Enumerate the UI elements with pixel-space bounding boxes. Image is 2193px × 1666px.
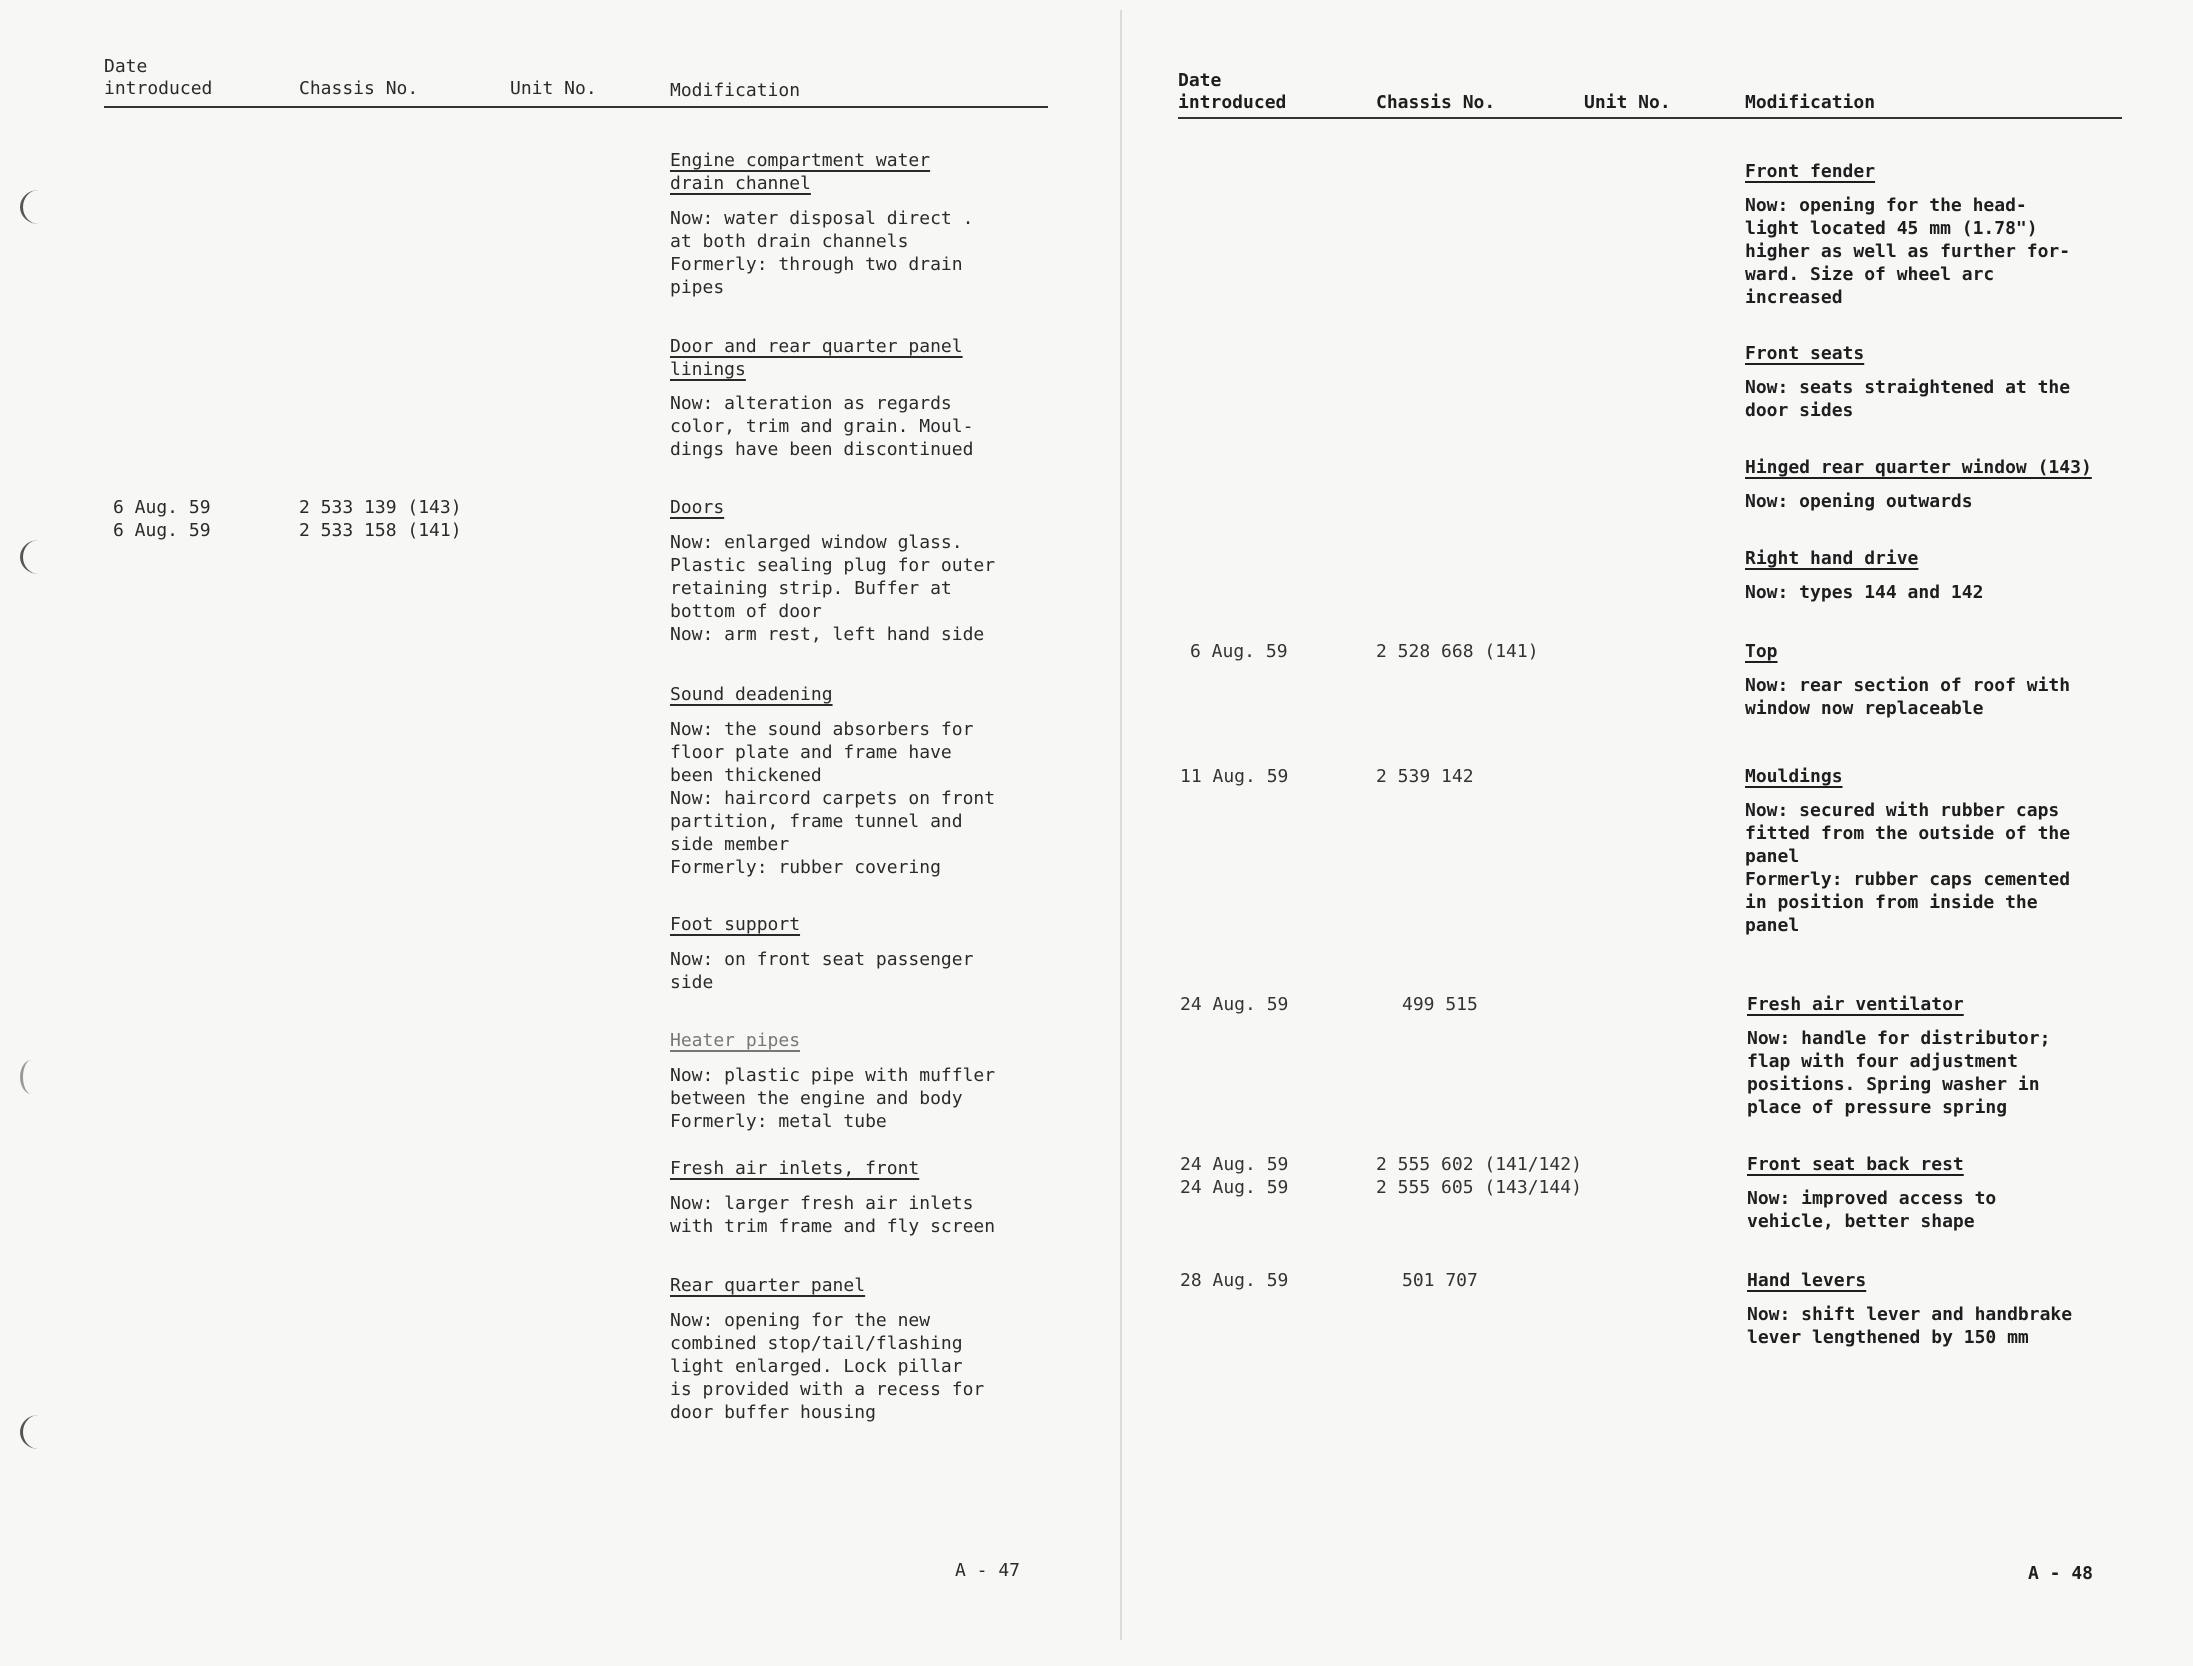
modification-text: Now: improved access to vehicle, better shape — [1747, 1188, 1997, 1232]
chassis-cell: 2 528 668 (141) — [1376, 641, 1539, 662]
date-cell: 11 Aug. 59 — [1180, 766, 1289, 787]
date-cell: 24 Aug. 59 24 Aug. 59 — [1180, 1154, 1289, 1198]
modification-text: Now: on front seat passenger side — [670, 949, 974, 993]
column-header-chassis: Chassis No. — [1376, 92, 1496, 113]
modification-text: Now: secured with rubber caps fitted from the outside of the panel Formerly: rubber caps cemented in position from inside the panel — [1745, 800, 2071, 936]
modification-title: Sound deadening — [670, 684, 833, 705]
modification-text: Now: rear section of roof with window now replaceable — [1745, 675, 2071, 719]
header-rule — [104, 106, 1048, 108]
column-header-date: Date introduced — [1178, 70, 1287, 113]
modification-text: Now: water disposal direct . at both drain channels Formerly: through two drain pipes — [670, 208, 974, 298]
modification-title: Top — [1745, 641, 1778, 662]
modification-text: Now: larger fresh air inlets with trim frame and fly screen — [670, 1193, 996, 1237]
modification-title: Mouldings — [1745, 766, 1843, 787]
modification-text: Now: opening for the head- light located 45 mm (1.78") higher as well as further for- ward. Size of wheel arc increased — [1745, 195, 2071, 308]
modification-title: Heater pipes — [670, 1030, 801, 1051]
header-rule — [1178, 117, 2122, 119]
modification-text: Now: alteration as regards color, trim and grain. Moul- dings have been discontinued — [670, 393, 974, 460]
modification-title: Engine compartment water drain channel — [670, 150, 931, 194]
modification-title: Door and rear quarter panel linings — [670, 336, 963, 380]
modification-text: Now: seats straightened at the door sides — [1745, 377, 2071, 421]
modification-title: Front seat back rest — [1747, 1154, 1964, 1175]
column-header-modification: Modification — [670, 80, 801, 101]
chassis-cell: 499 515 — [1402, 994, 1478, 1015]
modification-title: Fresh air inlets, front — [670, 1158, 920, 1179]
column-header-date: Date introduced — [104, 56, 213, 99]
column-header-unit: Unit No. — [1584, 92, 1671, 113]
punch-hole — [20, 540, 57, 574]
chassis-cell: 2 539 142 — [1376, 766, 1474, 787]
date-cell: 6 Aug. 59 6 Aug. 59 — [113, 497, 211, 541]
punch-hole — [20, 1060, 43, 1094]
modification-title: Foot support — [670, 914, 801, 935]
modification-title: Fresh air ventilator — [1747, 994, 1964, 1015]
chassis-cell: 501 707 — [1402, 1270, 1478, 1291]
modification-text: Now: opening outwards — [1745, 491, 1973, 512]
column-header-modification: Modification — [1745, 92, 1876, 113]
column-header-chassis: Chassis No. — [299, 78, 419, 99]
punch-hole — [20, 190, 57, 224]
modification-title: Hinged rear quarter window (143) — [1745, 457, 2092, 478]
modification-title: Rear quarter panel — [670, 1275, 866, 1296]
date-cell: 6 Aug. 59 — [1190, 641, 1288, 662]
date-cell: 28 Aug. 59 — [1180, 1270, 1289, 1291]
modification-title: Doors — [670, 497, 725, 518]
date-cell: 24 Aug. 59 — [1180, 994, 1289, 1015]
punch-hole — [20, 1415, 57, 1449]
modification-title: Front fender — [1745, 161, 1876, 182]
modification-text: Now: types 144 and 142 — [1745, 582, 1984, 603]
modification-text: Now: the sound absorbers for floor plate and frame have been thickened Now: haircord carpets on front partition, frame tunnel and side member Formerly: rubber covering — [670, 719, 996, 878]
modification-title: Right hand drive — [1745, 548, 1919, 569]
modification-text: Now: opening for the new combined stop/tail/flashing light enlarged. Lock pillar is provided with a recess for door buffer housing — [670, 1310, 985, 1423]
page-number: A - 48 — [2028, 1563, 2094, 1584]
modification-text: Now: shift lever and handbrake lever lengthened by 150 mm — [1747, 1304, 2073, 1348]
modification-title: Front seats — [1745, 343, 1865, 364]
modification-text: Now: plastic pipe with muffler between the engine and body Formerly: metal tube — [670, 1065, 996, 1132]
chassis-cell: 2 555 602 (141/142) 2 555 605 (143/144) — [1376, 1154, 1582, 1198]
right-page — [1122, 0, 2193, 1666]
modification-text: Now: enlarged window glass. Plastic sealing plug for outer retaining strip. Buffer at bottom of door Now: arm rest, left hand side — [670, 532, 996, 645]
modification-title: Hand levers — [1747, 1270, 1867, 1291]
column-header-unit: Unit No. — [510, 78, 597, 99]
modification-text: Now: handle for distributor; flap with four adjustment positions. Spring washer in place of pressure spring — [1747, 1028, 2051, 1118]
chassis-cell: 2 533 139 (143) 2 533 158 (141) — [299, 497, 462, 541]
page-number: A - 47 — [955, 1560, 1021, 1581]
